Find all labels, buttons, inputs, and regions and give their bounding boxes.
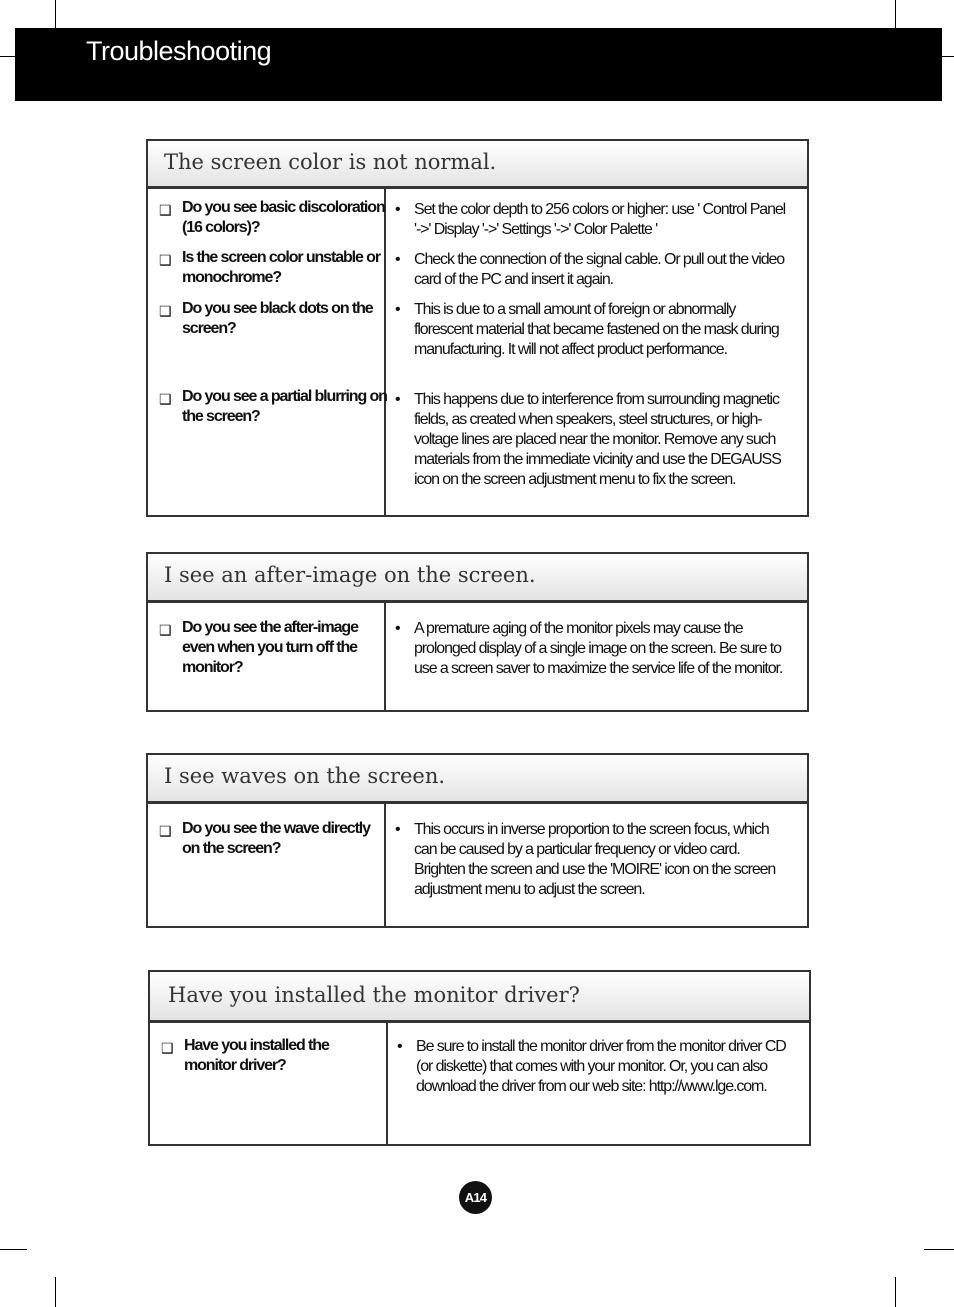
crop-mark: [0, 1249, 27, 1250]
question-text: Do you see basic discoloration (16 colors)?: [182, 199, 385, 236]
question-item: [159, 248, 394, 288]
answer-text: Set the color depth to 256 colors or higher: use ' Control Panel '->' Display '->' Settings '->' Color Palette ': [414, 201, 786, 238]
bullet-icon: •: [395, 821, 401, 838]
question-item: [159, 299, 394, 339]
answer-text: Check the connection of the signal cable. Or pull out the video card of the PC and insert it again.: [414, 251, 785, 288]
answer-text: Be sure to install the monitor driver from the monitor driver CD (or diskette) that comes with your monitor. Or, you can also download the driver from our web site: http://www.lge.com.: [416, 1038, 786, 1095]
question-item: [159, 819, 382, 859]
bullet-icon: •: [395, 201, 401, 218]
question-text: Is the screen color unstable or monochrome?: [182, 249, 380, 286]
answer-text: This occurs in inverse proportion to the screen focus, which can be caused by a particular frequency or video card. Brighten the screen and use the 'MOIRE' icon on the screen adjustment menu to adjust the screen.: [414, 821, 776, 898]
answer-text: A premature aging of the monitor pixels may cause the prolonged display of a single image on the screen. Be sure to use a screen saver to maximize the service life of the monitor.: [414, 620, 783, 677]
answer-item: [397, 1037, 796, 1097]
section-title-bar: [148, 755, 807, 804]
checkbox-icon: ❑: [159, 391, 172, 407]
section-title-bar: [148, 554, 807, 603]
checkbox-icon: ❑: [159, 202, 172, 218]
section-waves: [146, 753, 809, 928]
section-screen-color: [146, 139, 809, 517]
bullet-icon: •: [395, 620, 401, 637]
section-title: Have you installed the monitor driver?: [168, 983, 580, 1007]
bullet-icon: •: [395, 251, 401, 268]
column-divider: [384, 603, 386, 710]
question-text: Do you see the wave directly on the screen?: [182, 820, 370, 857]
section-title-bar: [150, 972, 809, 1023]
checkbox-icon: ❑: [159, 823, 172, 839]
bullet-icon: •: [395, 391, 401, 408]
question-item: [161, 1036, 374, 1076]
section-title: I see waves on the screen.: [164, 764, 446, 788]
question-text: Do you see a partial blurring on the screen?: [182, 388, 387, 425]
question-item: [159, 387, 394, 427]
checkbox-icon: ❑: [159, 252, 172, 268]
question-text: Do you see black dots on the screen?: [182, 300, 373, 337]
crop-mark: [55, 0, 56, 28]
answer-text: This is due to a small amount of foreign or abnormally florescent material that became fastened on the mask during manufacturing. It will not affect product performance.: [414, 301, 779, 358]
answer-text: This happens due to interference from surrounding magnetic fields, as created when speakers, steel structures, or high-voltage lines are placed near the monitor. Remove any such materials from the immediate vicinity and use the DEGAUSS icon on the screen adjustment menu to fix the screen.: [414, 391, 781, 488]
section-monitor-driver: [148, 970, 811, 1146]
question-text: Have you installed the monitor driver?: [184, 1037, 329, 1074]
checkbox-icon: ❑: [159, 622, 172, 638]
bullet-icon: •: [397, 1038, 403, 1055]
crop-mark: [924, 1249, 954, 1250]
section-title: I see an after-image on the screen.: [164, 563, 536, 587]
section-after-image: [146, 552, 809, 712]
crop-mark: [895, 1277, 896, 1307]
bullet-icon: •: [395, 301, 401, 318]
question-text: Do you see the after-image even when you turn off the monitor?: [182, 619, 358, 676]
answer-item: [395, 390, 794, 490]
answer-item: [395, 820, 789, 900]
page-number-badge: A14: [459, 1181, 492, 1214]
column-divider: [386, 1023, 388, 1144]
crop-mark: [895, 0, 896, 28]
checkbox-icon: ❑: [161, 1040, 174, 1056]
crop-mark: [55, 1277, 56, 1307]
crop-mark: [0, 56, 15, 57]
checkbox-icon: ❑: [159, 303, 172, 319]
answer-item: [395, 300, 779, 360]
section-title-bar: [148, 141, 807, 189]
question-item: [159, 198, 394, 238]
page-title: Troubleshooting: [86, 36, 272, 66]
column-divider: [384, 804, 386, 926]
answer-item: [395, 200, 789, 240]
section-title: The screen color is not normal.: [164, 150, 497, 174]
question-item: [159, 618, 362, 678]
answer-item: [395, 619, 789, 679]
answer-item: [395, 250, 789, 290]
crop-mark: [942, 56, 954, 57]
